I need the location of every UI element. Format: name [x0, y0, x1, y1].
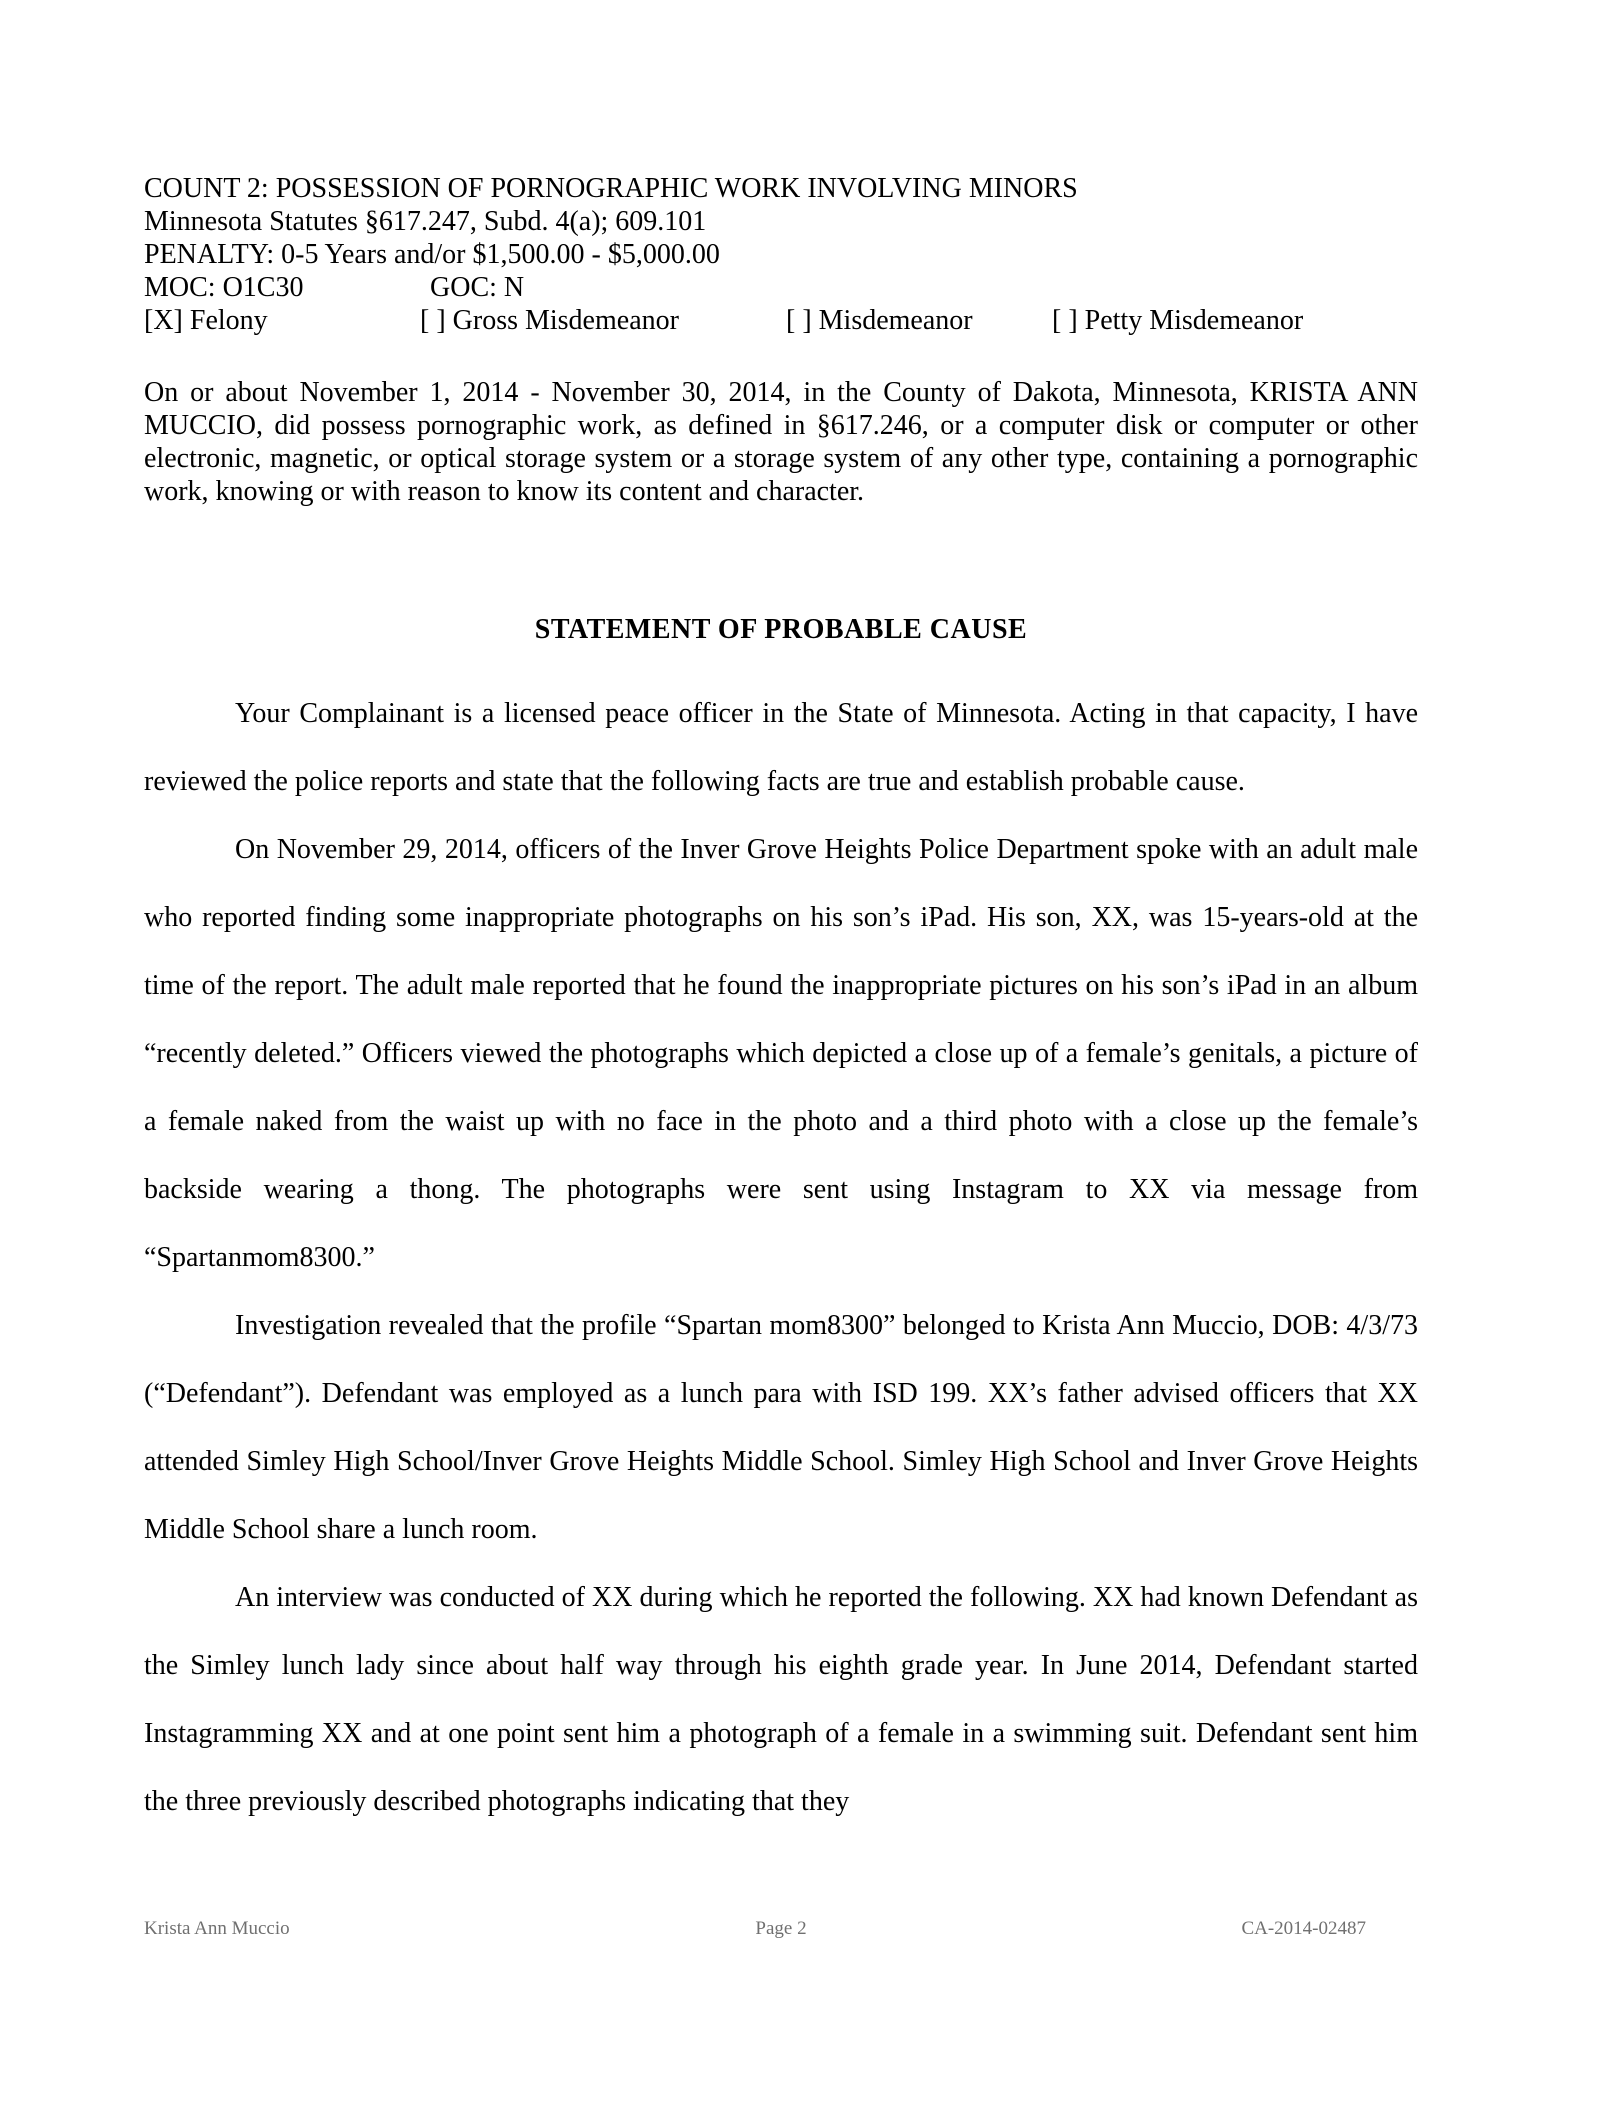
footer-case-number: CA-2014-02487 [1241, 1918, 1366, 1939]
footer-page-number: Page 2 [755, 1918, 807, 1939]
paragraph: Investigation revealed that the profile “Spartan mom8300” belonged to Krista Ann Muccio, DOB: 4/3/73 (“Defendant”). Defendant was employed as a lunch para with ISD 199. XX’s father advised officers that XX attended Simley High School/Inver Grove Heights Middle School. Simley High School and Inver Grove Heights Middle School share a lunch room. [144, 1310, 1418, 1545]
level-felony: [X] Felony [144, 305, 268, 336]
page-footer [144, 1918, 1418, 1948]
count-penalty: PENALTY: 0-5 Years and/or $1,500.00 - $5,000.00 [144, 239, 720, 270]
section-heading: STATEMENT OF PROBABLE CAUSE [534, 614, 1028, 645]
paragraph: Your Complainant is a licensed peace officer in the State of Minnesota. Acting in that capacity, I have reviewed the police reports and state that the following facts are true and establish probable cause. [144, 698, 1418, 797]
goc-code: GOC: N [430, 272, 525, 303]
paragraph: On November 29, 2014, officers of the Inver Grove Heights Police Department spoke with an adult male who reported finding some inappropriate photographs on his son’s iPad. His son, XX, was 15-years-old at the time of the report. The adult male reported that he found the inappropriate pictures on his son’s iPad in an album “recently deleted.” Officers viewed the photographs which depicted a close up of a female’s genitals, a picture of a female naked from the waist up with no face in the photo and a third photo with a close up the female’s backside wearing a thong. The photographs were sent using Instagram to XX via message from “Spartanmom8300.” [144, 834, 1418, 1273]
footer-defendant-name: Krista Ann Muccio [144, 1918, 290, 1939]
count-header [144, 172, 1414, 337]
charge-description: On or about November 1, 2014 - November 30, 2014, in the County of Dakota, Minnesota, KRISTA ANN MUCCIO, did possess pornographic work, as defined in §617.246, or a computer disk or computer or other electronic, magnetic, or optical storage system or a storage system of any other type, containing a pornographic work, knowing or with reason to know its content and character. [144, 377, 1418, 507]
paragraph: An interview was conducted of XX during which he reported the following. XX had known Defendant as the Simley lunch lady since about half way through his eighth grade year. In June 2014, Defendant started Instagramming XX and at one point sent him a photograph of a female in a swimming suit. Defendant sent him the three previously described photographs indicating that they [144, 1582, 1418, 1817]
level-petty-misdemeanor: [ ] Petty Misdemeanor [1052, 305, 1304, 336]
offense-level-line [144, 304, 1414, 337]
count-title: COUNT 2: POSSESSION OF PORNOGRAPHIC WORK INVOLVING MINORS [144, 173, 1078, 204]
probable-cause-body [144, 680, 1418, 1836]
count-statute: Minnesota Statutes §617.247, Subd. 4(a); 609.101 [144, 206, 707, 237]
level-gross-misdemeanor: [ ] Gross Misdemeanor [420, 305, 679, 336]
level-misdemeanor: [ ] Misdemeanor [786, 305, 973, 336]
moc-goc-line [144, 271, 1414, 304]
moc-code: MOC: O1C30 [144, 272, 304, 303]
